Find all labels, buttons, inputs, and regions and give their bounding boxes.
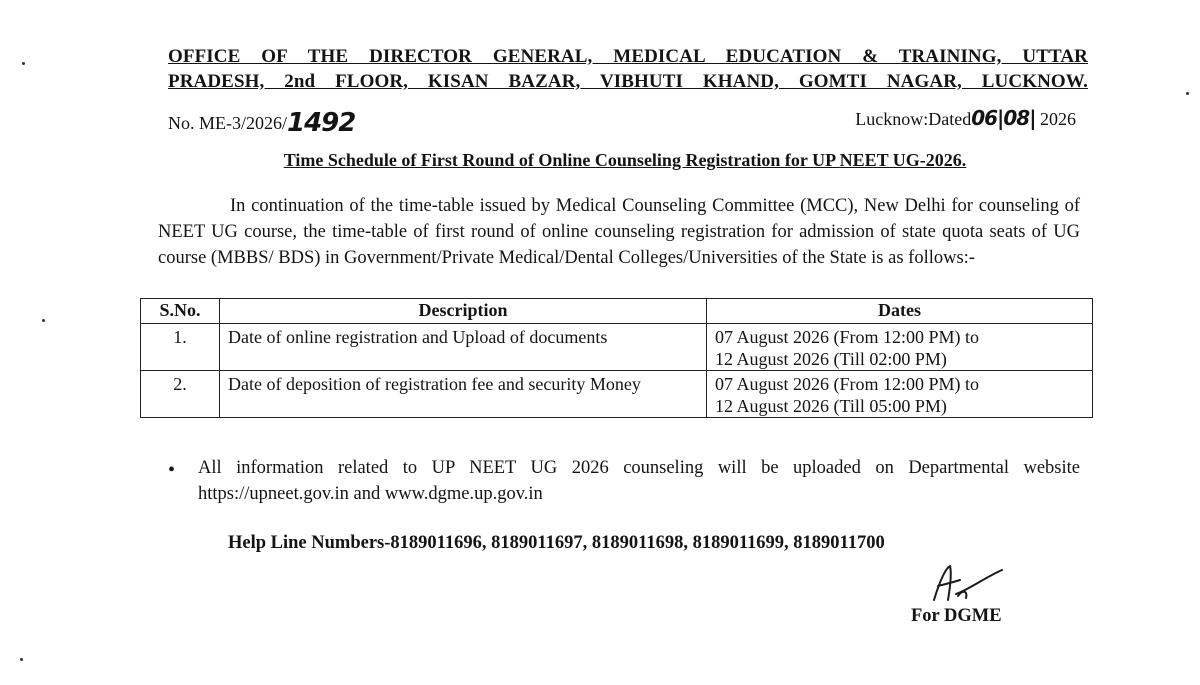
letter-date-year: 2026: [1040, 109, 1076, 129]
letter-date-handwritten: 06|08|: [971, 106, 1036, 130]
row-dates-end: 12 August 2026 (Till 02:00 PM): [715, 349, 947, 369]
scan-speck: [20, 658, 23, 661]
letter-number: [168, 106, 355, 136]
scan-speck: [42, 319, 45, 322]
row-dates: [707, 324, 1093, 371]
row-dates-start: 07 August 2026 (From 12:00 PM) to: [715, 327, 980, 347]
info-bullet: [168, 455, 1080, 507]
document-title: Time Schedule of First Round of Online Counseling Registration for UP NEET UG-2026.: [283, 150, 967, 170]
letter-number-prefix: No. ME-3/2026/: [168, 113, 287, 133]
row-dates: [707, 371, 1093, 418]
intro-paragraph: In continuation of the time-table issued by Medical Counseling Committee (MCC), New Delhi for counseling of NEET UG course, the time-table of first round of online counseling registration for admission of state quota seats of UG course (MBBS/ BDS) in Government/Private Medical/Dental Colleges/Universities of the State is as follows:-: [158, 196, 1080, 268]
letter-number-handwritten: 1492: [287, 108, 356, 138]
table-row: [141, 324, 1093, 371]
table-row: [141, 371, 1093, 418]
helpline-numbers: Help Line Numbers-8189011696, 8189011697, 8189011698, 8189011699, 8189011700: [228, 533, 885, 553]
signoff-for-dgme: For DGME: [911, 606, 1002, 626]
office-header-line-1: OFFICE OF THE DIRECTOR GENERAL, MEDICAL EDUCATION & TRAINING, UTTAR: [168, 46, 1088, 67]
reference-line: [168, 100, 1076, 138]
handwritten-signature-icon: [928, 560, 1008, 610]
row-sno: 2.: [141, 371, 220, 418]
row-description: Date of deposition of registration fee and security Money: [220, 371, 707, 418]
bullet-icon: •: [168, 459, 176, 481]
column-header-sno: S.No.: [141, 299, 220, 324]
row-description: Date of online registration and Upload of documents: [220, 324, 707, 371]
bullet-text: All information related to UP NEET UG 2026 counseling will be uploaded on Departmental website https://upneet.gov.in and www.dgme.up.gov.in: [198, 458, 1080, 504]
row-dates-end: 12 August 2026 (Till 05:00 PM): [715, 396, 947, 416]
office-header: [168, 44, 1088, 94]
letter-date-prefix: Lucknow:Dated: [855, 109, 972, 129]
schedule-table-header-row: [141, 299, 1093, 324]
row-sno: 1.: [141, 324, 220, 371]
column-header-description: Description: [220, 299, 707, 324]
office-header-line-2: PRADESH, 2nd FLOOR, KISAN BAZAR, VIBHUTI KHAND, GOMTI NAGAR, LUCKNOW.: [168, 71, 1088, 92]
schedule-table: [140, 298, 1093, 418]
letter-date: [855, 106, 1076, 130]
column-header-dates: Dates: [707, 299, 1093, 324]
scan-speck: [22, 62, 25, 65]
scan-speck: [1186, 92, 1189, 95]
row-dates-start: 07 August 2026 (From 12:00 PM) to: [715, 374, 980, 394]
